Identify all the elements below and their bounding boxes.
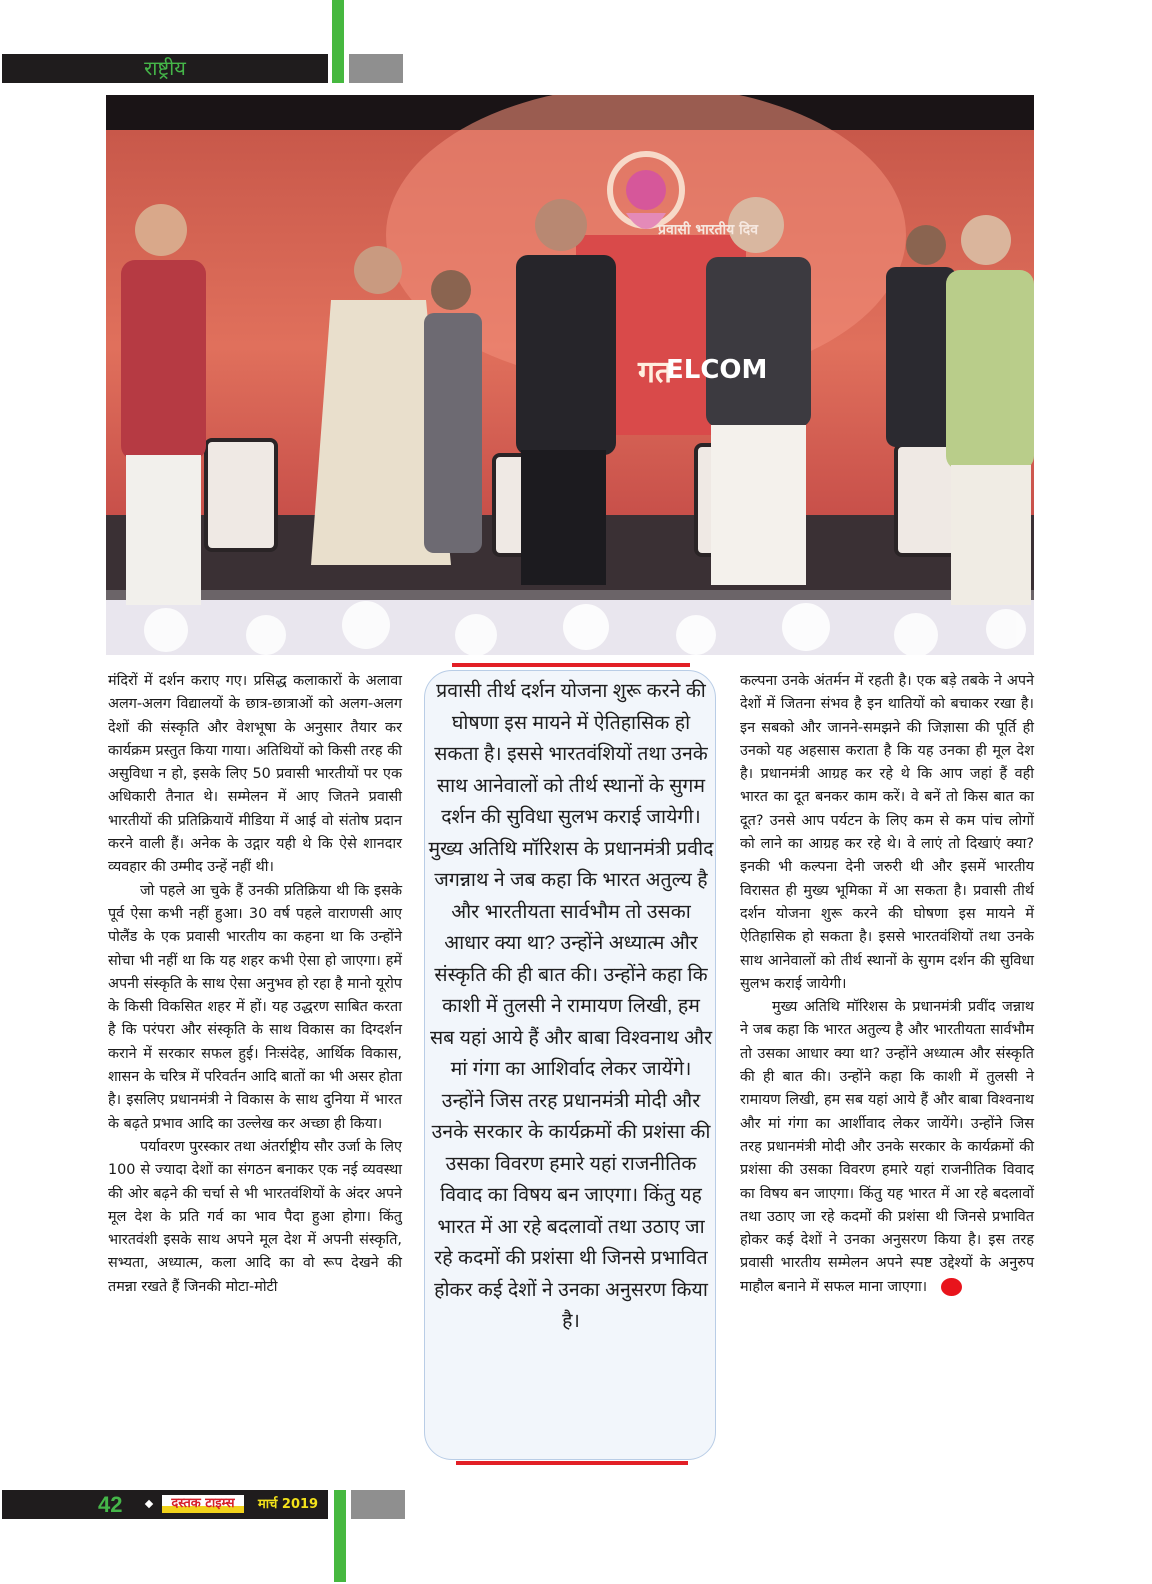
publication-logo: दस्तक टाइम्स: [162, 1495, 244, 1513]
accent-bar-bottom: [334, 1490, 346, 1582]
pull-quote-rule-top: [452, 663, 690, 667]
accent-bar-top: [332, 0, 344, 83]
article-column-left: [108, 670, 402, 1299]
paragraph-text: मुख्य अतिथि मॉरिशस के प्रधानमंत्री प्रवींद जन्नाथ ने जब कहा कि भारत अतुल्य है और भारतीयता सार्वभौम तो उसका आधार क्या था? उन्होंने अध्यात्म और संस्कृति की ही बात की। उन्होंने कहा कि काशी में तुलसी ने रामायण लिखी, हम सब यहां आये हैं और बाबा विश्वनाथ और मां गंगा का आर्शीवाद लेकर जायेंगे। उन्होंने जिस तरह प्रधानमंत्री मोदी और उनके सरकार के कार्यक्रमों की प्रशंसा की उसका विवरण हमारे यहां राजनीतिक विवाद का विषय बन जाएगा। किंतु यह भारत में आ रहे बदलावों तथा उठाए जा रहे कदमों की प्रशंसा थी जिनसे प्रभावित होकर कई देशों ने उनका अनुसरण किया है। इस तरह प्रवासी भारतीय सम्मेलन अपने स्पष्ट उद्देश्यों के अनुरुप माहौल बनाने में सफल माना जाएगा।: [740, 999, 1034, 1295]
issue-date: मार्च 2019: [258, 1497, 319, 1512]
pull-quote-rule-bottom: [456, 1461, 688, 1465]
person-1: [121, 204, 206, 605]
article-column-right: [740, 670, 1034, 1299]
bullet-icon: [145, 1500, 153, 1508]
paragraph: कल्पना उनके अंतर्मन में रहती है। एक बड़े तबके ने अपने देशों में जितना संभव है इन थातियों को बचाकर रखा है। इन सबको और जानने-समझने की जिज्ञासा की पूर्ति ही उनको यह अहसास कराता है कि यह उनका ही मूल देश है। प्रधानमंत्री आग्रह कर रहे थे कि आप जहां हैं वही भारत का दूत बनकर काम करें। वे बनें तो किस बात का दूत? उनसे आप पर्यटन के लिए कम से कम पांच लोगों को लाने का आग्रह कर रहे थे। वे लाएं तो दिखाएं क्या? इनकी भी कल्पना देनी जरुरी थी और इसमें भारतीय विरासत ही मुख्य भूमिका में आ सकता है। प्रवासी तीर्थ दर्शन योजना शुरू करने की घोषणा इस मायने में ऐतिहासिक हो सकता है। इससे भारतवंशियों तथा उनके साथ आनेवालों को तीर्थ स्थानों के सुगम दर्शन की सुविधा सुलभ कराई जायेगी।: [740, 673, 1034, 992]
section-header-bar: [2, 54, 328, 83]
photo-scene: [106, 95, 1034, 655]
section-title: राष्ट्रीय: [144, 56, 186, 80]
stage-rail: [106, 590, 1034, 600]
sign-text-line1: प्रवासी भारतीय दिव: [658, 222, 758, 238]
end-mark-icon: [941, 1278, 962, 1296]
grey-block-top: [349, 54, 403, 83]
grey-block-bottom: [351, 1490, 405, 1519]
paragraph: जो पहले आ चुके हैं उनकी प्रतिक्रिया थी कि इसके पूर्व ऐसा कभी नहीं हुआ। 30 वर्ष पहले वाराणसी आए पोलैंड के एक प्रवासी भारतीय का कहना था कि उन्होंने सोचा भी नहीं था कि यह शहर कभी ऐसा हो जाएगा। हमें अपनी संस्कृति के साथ ऐसा अनुभव हो रहा है मानो यूरोप के किसी विकसित शहर में हों। यह उद्धरण साबित करता है कि परंपरा और संस्कृति के साथ विकास का दिग्दर्शन कराने में सरकार सफल हुई। निःसंदेह, आर्थिक विकास, शासन के चरित्र में परिवर्तन आदि बातों का भी असर होता है। इसलिए प्रधानमंत्री ने विकास के साथ दुनिया में भारत के बढ़ते प्रभाव आदि का उल्लेख कर अच्छा ही किया।: [108, 882, 402, 1132]
sign-text-line3: ELCOM: [666, 355, 768, 385]
person-4: [516, 199, 616, 585]
paragraph-last: [740, 996, 1034, 1299]
footer-bar: [2, 1490, 328, 1519]
sign-text-line2: गत: [638, 355, 672, 390]
page-number: 42: [98, 1492, 123, 1517]
paragraph: पर्यावरण पुरस्कार तथा अंतर्राष्ट्रीय सौर उर्जा के लिए 100 से ज्यादा देशों का संगठन बनाकर एक नई व्यवस्था की ओर बढ़ने की चर्चा से भी भारतवंशियों के अंदर अपने मूल देश के प्रति गर्व का भाव पैदा हुआ होगा। किंतु भारतवंशी इसके साथ अपने मूल देश में अपनी संस्कृति, सभ्यता, अध्यात्म, कला आदि का वो रूप देखने की तमन्ना रखते हैं जिनकी मोटा-मोटी: [108, 1138, 402, 1295]
event-photo: [106, 95, 1034, 655]
pull-quote-text: प्रवासी तीर्थ दर्शन योजना शुरू करने की घोषणा इस मायने में ऐतिहासिक हो सकता है। इससे भारतवंशियों तथा उनके साथ आनेवालों को तीर्थ स्थानों के सुगम दर्शन की सुविधा सुलभ कराई जायेगी। मुख्य अतिथि मॉरिशस के प्रधानमंत्री प्रवीद जगन्नाथ ने जब कहा कि भारत अतुल्य है और भारतीयता सार्वभौम तो उसका आधार क्या था? उन्होंने अध्यात्म और संस्कृति की ही बात की। उन्होंने कहा कि काशी में तुलसी ने रामायण लिखी, हम सब यहां आये हैं और बाबा विश्वनाथ और मां गंगा का आशिर्वाद लेकर जायेंगे। उन्होंने जिस तरह प्रधानमंत्री मोदी और उनके सरकार के कार्यक्रमों की प्रशंसा की उसका विवरण हमारे यहां राजनीतिक विवाद का विषय बन जाएगा। किंतु यह भारत में आ रहे बदलावों तथा उठाए जा रहे कदमों की प्रशंसा थी जिनसे प्रभावित होकर कई देशों ने उनका अनुसरण किया है।: [428, 680, 714, 1332]
person-7: [946, 215, 1034, 605]
paragraph: मंदिरों में दर्शन कराए गए। प्रसिद्ध कलाकारों के अलावा अलग-अलग विद्यालयों के छात्र-छात्राओं को अलग-अलग देशों की संस्कृति और वेशभूषा के अनुसार तैयार कर कार्यक्रम प्रस्तुत किया गाया। अतिथियों को किसी तरह की असुविधा न हो, इसके लिए 50 प्रवासी भारतीयों पर एक अधिकारी तैनात थे। सम्मेलन में आए जितने प्रवासी भारतीयों की प्रतिक्रियायें मीडिया में आई वो संतोष प्रदान करने वाली हैं। अनेक के उद्गार यही थे कि ऐसे शानदार व्यवहार की उम्मीद उन्हें नहीं थी।: [108, 673, 402, 876]
